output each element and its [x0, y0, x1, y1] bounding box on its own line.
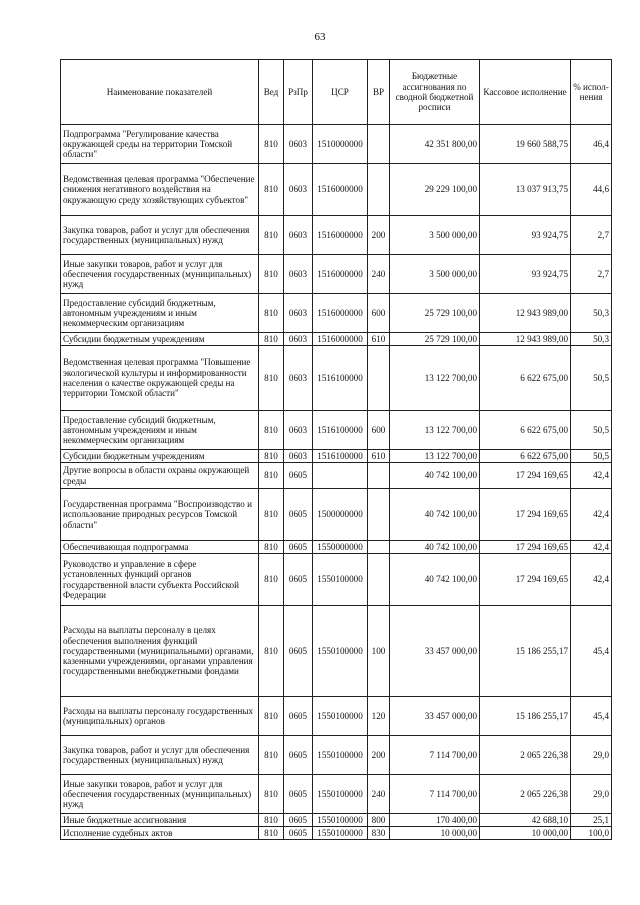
row-budget: 170 400,00 [390, 814, 480, 827]
row-ved: 810 [259, 489, 284, 541]
row-vr: 100 [368, 606, 390, 697]
row-ved: 810 [259, 463, 284, 489]
row-name: Обеспечивающая подпрограмма [61, 541, 259, 554]
row-ved: 810 [259, 294, 284, 333]
table-row [61, 216, 612, 255]
row-csr [313, 463, 368, 489]
row-ved: 810 [259, 775, 284, 814]
header-percent: % испол-нения [571, 60, 612, 125]
header-cash: Кассовое исполнение [480, 60, 571, 125]
row-csr: 1550100000 [313, 827, 368, 840]
header-budget: Бюджетные ассигнования по сводной бюджетной росписи [390, 60, 480, 125]
row-budget: 40 742 100,00 [390, 489, 480, 541]
row-cash: 42 688,10 [480, 814, 571, 827]
row-rzpr: 0605 [284, 697, 313, 736]
row-budget: 33 457 000,00 [390, 697, 480, 736]
row-name: Закупка товаров, работ и услуг для обеспечения государственных (муниципальных) нужд [61, 216, 259, 255]
budget-execution-table [60, 59, 612, 840]
row-percent: 50,5 [571, 346, 612, 411]
table-row [61, 125, 612, 164]
header-csr: ЦСР [313, 60, 368, 125]
row-cash: 19 660 588,75 [480, 125, 571, 164]
row-vr [368, 346, 390, 411]
row-csr: 1550100000 [313, 697, 368, 736]
row-vr [368, 125, 390, 164]
row-ved: 810 [259, 346, 284, 411]
row-cash: 6 622 675,00 [480, 411, 571, 450]
row-rzpr: 0605 [284, 463, 313, 489]
row-name: Расходы на выплаты персоналу в целях обеспечения выполнения функций государственными (муниципальными) органами, казенными учреждениями, органами управления государственными внебюджетными фондами [61, 606, 259, 697]
row-ved: 810 [259, 736, 284, 775]
row-rzpr: 0603 [284, 125, 313, 164]
row-name: Предоставление субсидий бюджетным, автономным учреждениям и иным некоммерческим организациям [61, 411, 259, 450]
row-budget: 29 229 100,00 [390, 164, 480, 216]
row-ved: 810 [259, 606, 284, 697]
row-budget: 40 742 100,00 [390, 463, 480, 489]
row-name: Иные закупки товаров, работ и услуг для обеспечения государственных (муниципальных) нужд [61, 255, 259, 294]
table-row [61, 255, 612, 294]
header-rzpr: РзПр [284, 60, 313, 125]
row-name: Другие вопросы в области охраны окружающей среды [61, 463, 259, 489]
table-row [61, 489, 612, 541]
row-vr: 610 [368, 333, 390, 346]
row-vr: 240 [368, 255, 390, 294]
row-csr: 1550100000 [313, 606, 368, 697]
row-ved: 810 [259, 125, 284, 164]
row-budget: 10 000,00 [390, 827, 480, 840]
row-vr: 830 [368, 827, 390, 840]
row-percent: 42,4 [571, 554, 612, 606]
table-row [61, 541, 612, 554]
row-vr [368, 554, 390, 606]
row-ved: 810 [259, 697, 284, 736]
row-percent: 50,3 [571, 294, 612, 333]
row-percent: 2,7 [571, 216, 612, 255]
row-csr: 1550100000 [313, 736, 368, 775]
row-csr: 1550100000 [313, 775, 368, 814]
row-ved: 810 [259, 255, 284, 294]
table-row [61, 294, 612, 333]
row-rzpr: 0603 [284, 294, 313, 333]
row-csr: 1516000000 [313, 255, 368, 294]
row-cash: 17 294 169,65 [480, 554, 571, 606]
row-budget: 13 122 700,00 [390, 411, 480, 450]
header-vr: ВР [368, 60, 390, 125]
row-cash: 15 186 255,17 [480, 606, 571, 697]
row-cash: 15 186 255,17 [480, 697, 571, 736]
row-percent: 100,0 [571, 827, 612, 840]
row-cash: 12 943 989,00 [480, 333, 571, 346]
row-name: Субсидии бюджетным учреждениям [61, 450, 259, 463]
row-percent: 44,6 [571, 164, 612, 216]
table-row [61, 164, 612, 216]
row-rzpr: 0603 [284, 333, 313, 346]
row-name: Ведомственная целевая программа "Обеспечение снижения негативного воздействия на окружающую среду хозяйствующих субъектов" [61, 164, 259, 216]
row-vr [368, 489, 390, 541]
row-percent: 50,5 [571, 450, 612, 463]
row-percent: 46,4 [571, 125, 612, 164]
row-ved: 810 [259, 554, 284, 606]
row-budget: 40 742 100,00 [390, 554, 480, 606]
row-rzpr: 0605 [284, 736, 313, 775]
row-rzpr: 0603 [284, 450, 313, 463]
row-budget: 25 729 100,00 [390, 333, 480, 346]
row-vr: 200 [368, 736, 390, 775]
row-csr: 1550100000 [313, 814, 368, 827]
row-percent: 42,4 [571, 541, 612, 554]
row-ved: 810 [259, 450, 284, 463]
table-row [61, 827, 612, 840]
row-cash: 10 000,00 [480, 827, 571, 840]
row-vr: 800 [368, 814, 390, 827]
table-body [61, 125, 612, 840]
row-csr: 1516100000 [313, 450, 368, 463]
row-ved: 810 [259, 814, 284, 827]
row-name: Руководство и управление в сфере установленных функций органов государственной власти субъекта Российской Федерации [61, 554, 259, 606]
row-name: Предоставление субсидий бюджетным, автономным учреждениям и иным некоммерческим организациям [61, 294, 259, 333]
table-row [61, 333, 612, 346]
row-name: Государственная программа "Воспроизводство и использование природных ресурсов Томской области" [61, 489, 259, 541]
row-vr [368, 463, 390, 489]
row-cash: 2 065 226,38 [480, 775, 571, 814]
row-percent: 50,5 [571, 411, 612, 450]
row-name: Иные бюджетные ассигнования [61, 814, 259, 827]
row-percent: 45,4 [571, 606, 612, 697]
row-rzpr: 0605 [284, 827, 313, 840]
row-rzpr: 0605 [284, 541, 313, 554]
row-budget: 7 114 700,00 [390, 736, 480, 775]
row-ved: 810 [259, 333, 284, 346]
row-csr: 1516100000 [313, 411, 368, 450]
row-cash: 6 622 675,00 [480, 346, 571, 411]
row-cash: 12 943 989,00 [480, 294, 571, 333]
row-csr: 1550100000 [313, 554, 368, 606]
row-budget: 40 742 100,00 [390, 541, 480, 554]
table-row [61, 736, 612, 775]
table-row [61, 814, 612, 827]
page-number: 63 [314, 31, 326, 43]
row-cash: 93 924,75 [480, 255, 571, 294]
row-budget: 33 457 000,00 [390, 606, 480, 697]
row-vr: 240 [368, 775, 390, 814]
table-row [61, 450, 612, 463]
row-cash: 17 294 169,65 [480, 463, 571, 489]
row-rzpr: 0603 [284, 216, 313, 255]
row-ved: 810 [259, 827, 284, 840]
table-row [61, 346, 612, 411]
table-row [61, 411, 612, 450]
row-name: Расходы на выплаты персоналу государственных (муниципальных) органов [61, 697, 259, 736]
row-vr: 610 [368, 450, 390, 463]
row-cash: 13 037 913,75 [480, 164, 571, 216]
table-row [61, 606, 612, 697]
row-rzpr: 0605 [284, 489, 313, 541]
row-cash: 17 294 169,65 [480, 489, 571, 541]
row-cash: 2 065 226,38 [480, 736, 571, 775]
row-rzpr: 0605 [284, 606, 313, 697]
row-name: Субсидии бюджетным учреждениям [61, 333, 259, 346]
row-budget: 25 729 100,00 [390, 294, 480, 333]
row-budget: 7 114 700,00 [390, 775, 480, 814]
row-percent: 29,0 [571, 736, 612, 775]
row-rzpr: 0603 [284, 164, 313, 216]
row-rzpr: 0605 [284, 554, 313, 606]
row-budget: 13 122 700,00 [390, 346, 480, 411]
row-ved: 810 [259, 541, 284, 554]
row-percent: 25,1 [571, 814, 612, 827]
table-row [61, 697, 612, 736]
row-ved: 810 [259, 411, 284, 450]
header-ved: Вед [259, 60, 284, 125]
row-rzpr: 0605 [284, 775, 313, 814]
row-percent: 29,0 [571, 775, 612, 814]
table-row [61, 463, 612, 489]
row-rzpr: 0603 [284, 346, 313, 411]
row-name: Подпрограмма "Регулирование качества окружающей среды на территории Томской области" [61, 125, 259, 164]
row-rzpr: 0603 [284, 255, 313, 294]
row-csr: 1516000000 [313, 294, 368, 333]
row-cash: 17 294 169,65 [480, 541, 571, 554]
table-header-row [61, 60, 612, 125]
row-csr: 1516100000 [313, 346, 368, 411]
row-vr [368, 164, 390, 216]
row-name: Закупка товаров, работ и услуг для обеспечения государственных (муниципальных) нужд [61, 736, 259, 775]
row-budget: 42 351 800,00 [390, 125, 480, 164]
row-csr: 1510000000 [313, 125, 368, 164]
row-cash: 6 622 675,00 [480, 450, 571, 463]
header-name: Наименование показателей [61, 60, 259, 125]
row-name: Исполнение судебных актов [61, 827, 259, 840]
row-percent: 2,7 [571, 255, 612, 294]
row-name: Ведомственная целевая программа "Повышение экологической культуры и информированности населения о качестве окружающей среды на территории Томской области" [61, 346, 259, 411]
row-percent: 45,4 [571, 697, 612, 736]
row-budget: 3 500 000,00 [390, 216, 480, 255]
row-ved: 810 [259, 164, 284, 216]
row-csr: 1516000000 [313, 164, 368, 216]
row-csr: 1550000000 [313, 541, 368, 554]
table-row [61, 554, 612, 606]
row-budget: 3 500 000,00 [390, 255, 480, 294]
row-budget: 13 122 700,00 [390, 450, 480, 463]
row-vr [368, 541, 390, 554]
row-vr: 200 [368, 216, 390, 255]
row-vr: 120 [368, 697, 390, 736]
row-rzpr: 0605 [284, 814, 313, 827]
row-ved: 810 [259, 216, 284, 255]
row-csr: 1516000000 [313, 216, 368, 255]
row-percent: 42,4 [571, 489, 612, 541]
row-cash: 93 924,75 [480, 216, 571, 255]
row-csr: 1516000000 [313, 333, 368, 346]
row-vr: 600 [368, 411, 390, 450]
row-rzpr: 0603 [284, 411, 313, 450]
row-csr: 1500000000 [313, 489, 368, 541]
row-percent: 50,3 [571, 333, 612, 346]
row-percent: 42,4 [571, 463, 612, 489]
row-name: Иные закупки товаров, работ и услуг для обеспечения государственных (муниципальных) нужд [61, 775, 259, 814]
table-row [61, 775, 612, 814]
row-vr: 600 [368, 294, 390, 333]
